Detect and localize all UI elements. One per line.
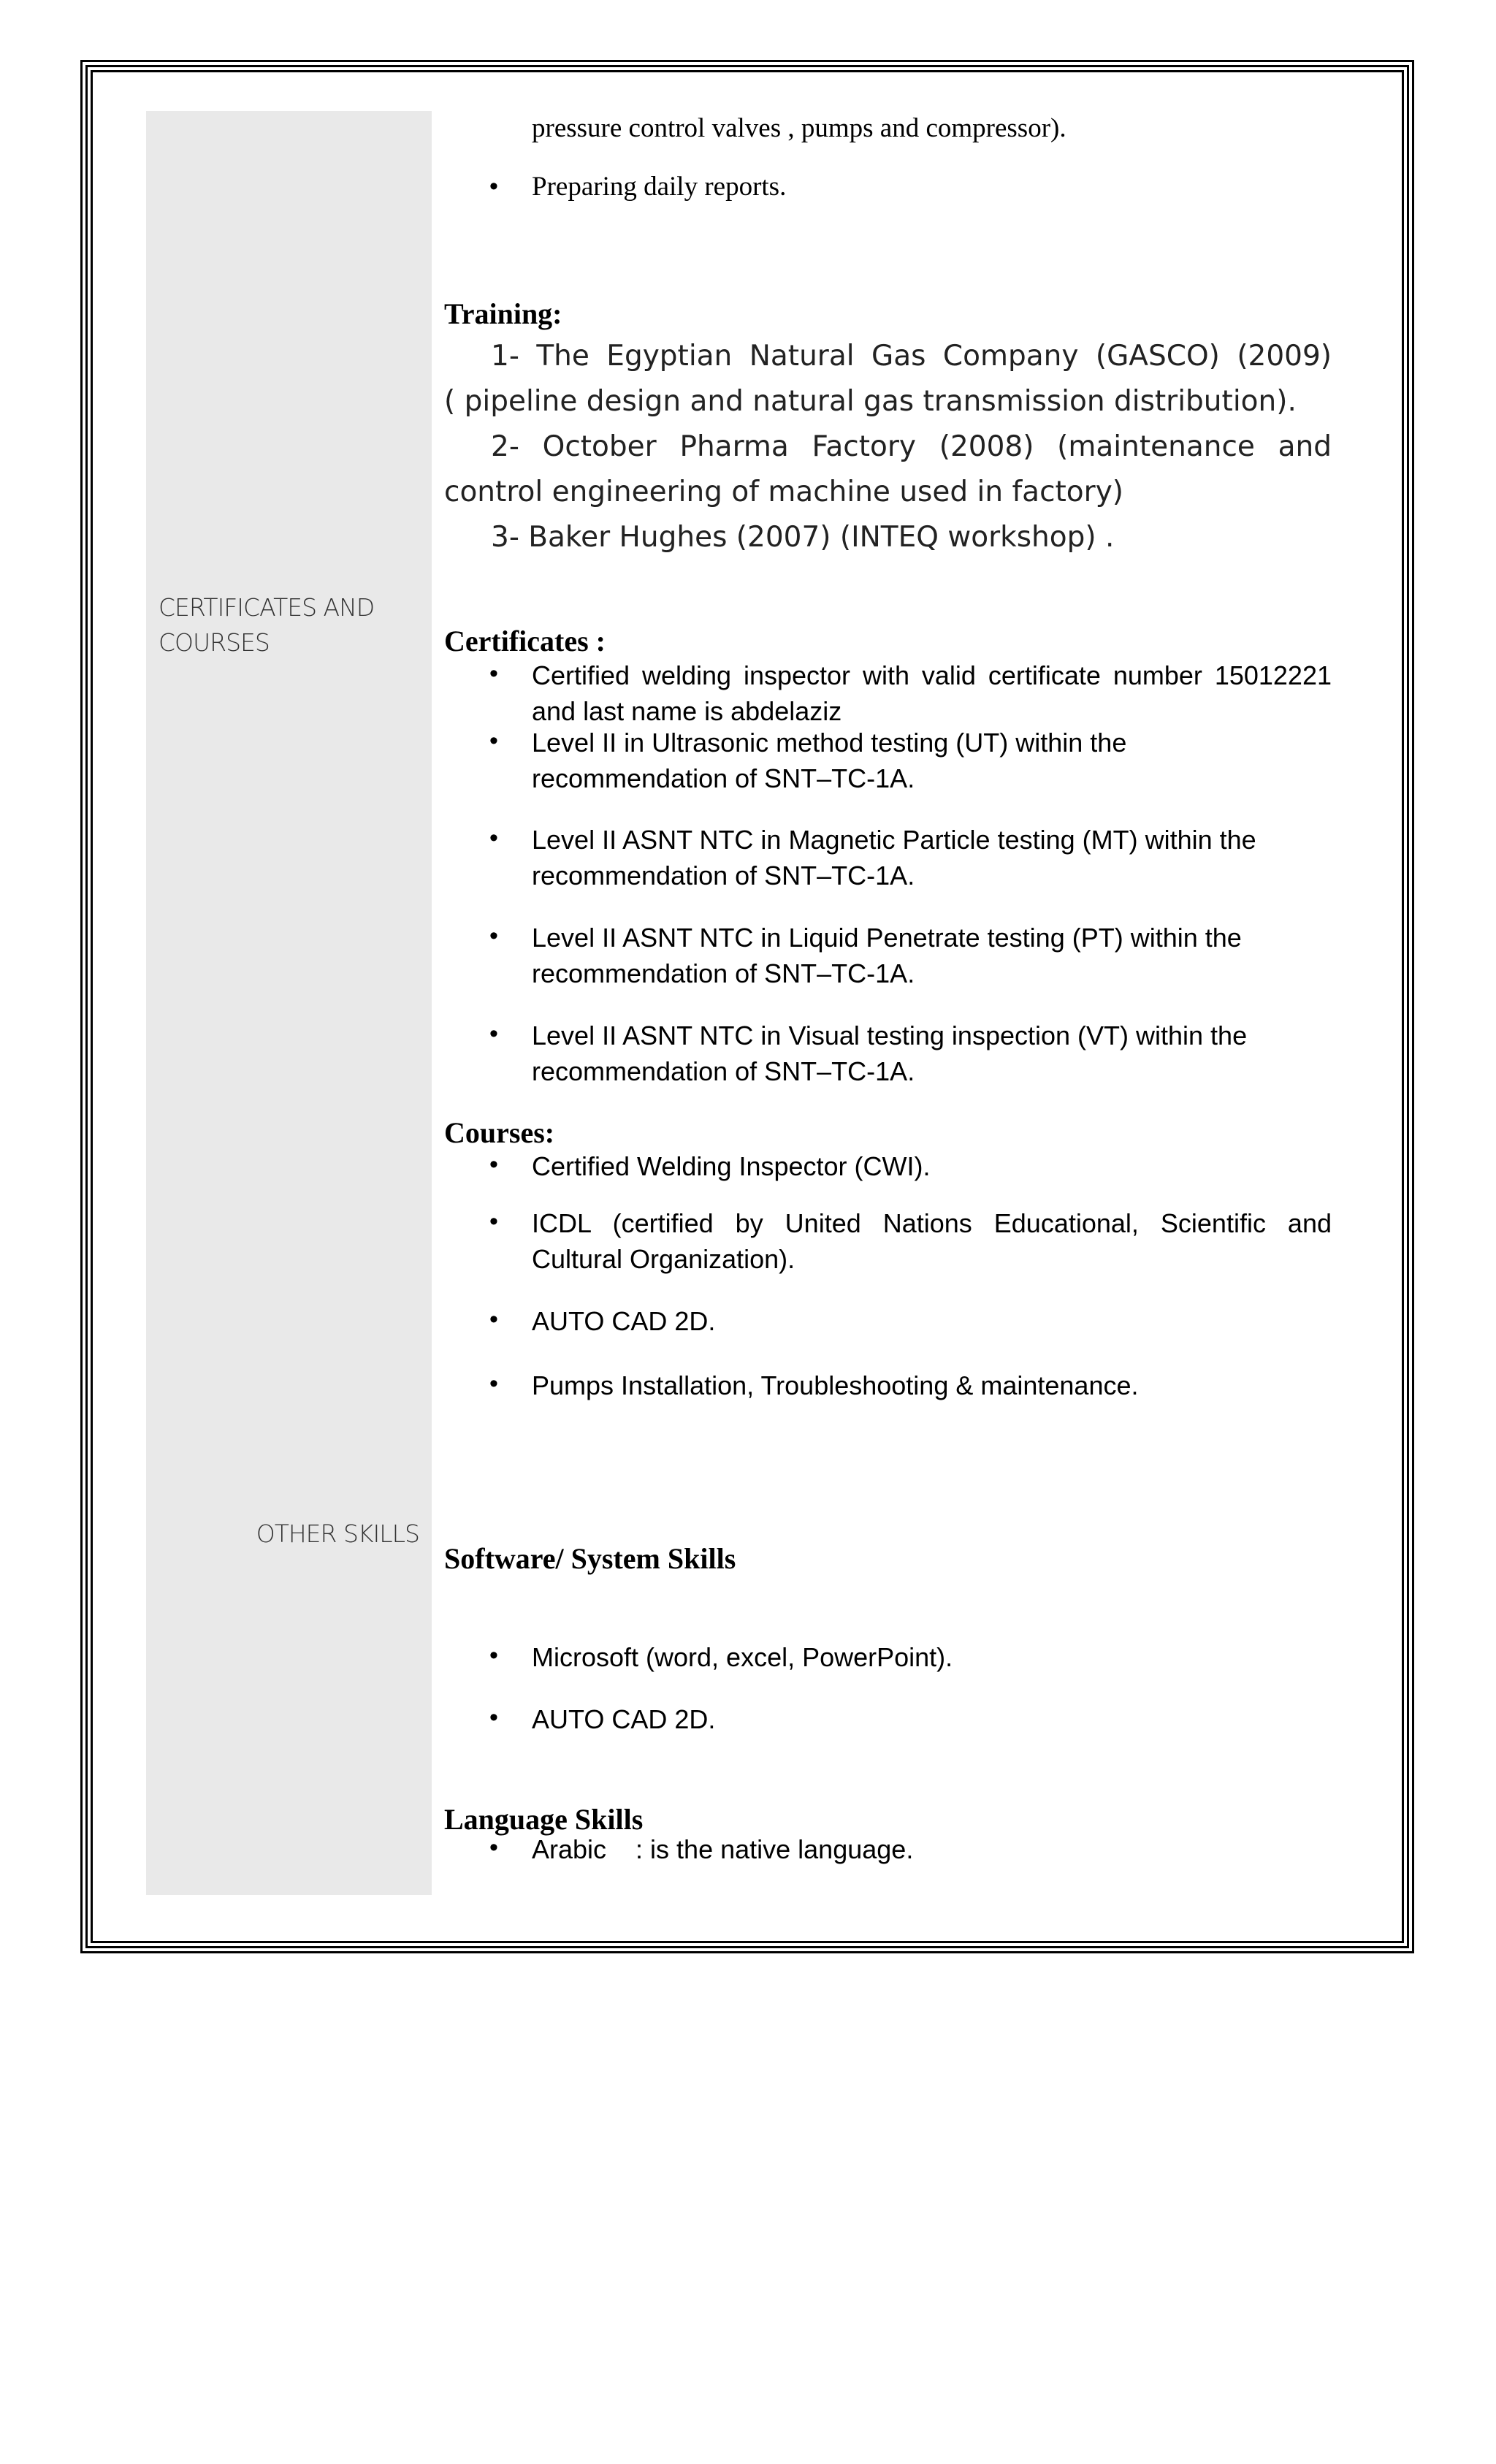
training-item: control engineering of machine used in factory) (444, 476, 1124, 508)
bullet-glyph: • (489, 1641, 498, 1669)
bullet-glyph: • (489, 1020, 498, 1048)
training-item: ( pipeline design and natural gas transmission distribution). (444, 385, 1297, 418)
section-label-other-skills: OTHER SKILLS (256, 1519, 419, 1548)
training-item: 3- Baker Hughes (2007) (INTEQ workshop) . (491, 521, 1115, 554)
bullet-glyph: • (489, 172, 498, 200)
training-item: 2- October Pharma Factory (2008) (maintenance and (491, 430, 1332, 463)
sidebar-column (146, 111, 432, 1895)
bullet-glyph: • (489, 824, 498, 852)
software-item: AUTO CAD 2D. (532, 1704, 716, 1734)
training-heading: Training: (444, 297, 562, 330)
bullet-glyph: • (489, 1208, 498, 1235)
bullet-glyph: • (489, 1305, 498, 1333)
certificate-item: Level II in Ultrasonic method testing (UT) within the recommendation of SNT–TC-1A. (532, 728, 1127, 793)
bullet-glyph: • (489, 1151, 498, 1178)
certificates-heading: Certificates : (444, 625, 606, 657)
language-item: Arabic : is the native language. (532, 1834, 914, 1864)
language-skills-heading: Language Skills (444, 1803, 644, 1836)
bullet-glyph: • (489, 660, 498, 687)
bullet-glyph: • (489, 922, 498, 950)
bullet-glyph: • (489, 1834, 498, 1861)
software-skills-heading: Software/ System Skills (444, 1542, 736, 1575)
certificate-item: Certified welding inspector with valid certificate number 15012221 and last name is abdelaziz (532, 660, 1332, 726)
continuation-line: pressure control valves , pumps and compressor). (532, 113, 1066, 143)
training-item: 1- The Egyptian Natural Gas Company (GASCO) (2009) (491, 340, 1332, 373)
bullet-glyph: • (489, 1704, 498, 1731)
course-item: ICDL (certified by United Nations Educational, Scientific and Cultural Organization). (532, 1208, 1332, 1274)
courses-heading: Courses: (444, 1116, 555, 1149)
bullet-glyph: • (489, 727, 498, 755)
certificate-item: Level II ASNT NTC in Liquid Penetrate testing (PT) within the recommendation of SNT–TC-1A. (532, 923, 1242, 988)
course-item: Certified Welding Inspector (CWI). (532, 1151, 931, 1181)
course-item: Pumps Installation, Troubleshooting & maintenance. (532, 1370, 1139, 1400)
bullet-glyph: • (489, 1370, 498, 1397)
certificate-item: Level II ASNT NTC in Magnetic Particle testing (MT) within the recommendation of SNT–TC-1A. (532, 825, 1256, 890)
certificate-item: Level II ASNT NTC in Visual testing inspection (VT) within the recommendation of SNT–TC-1A. (532, 1021, 1248, 1086)
list-item: Preparing daily reports. (532, 172, 787, 202)
section-label-certificates: CERTIFICATES AND COURSES (159, 593, 375, 657)
software-item: Microsoft (word, excel, PowerPoint). (532, 1642, 953, 1672)
course-item: AUTO CAD 2D. (532, 1306, 716, 1336)
